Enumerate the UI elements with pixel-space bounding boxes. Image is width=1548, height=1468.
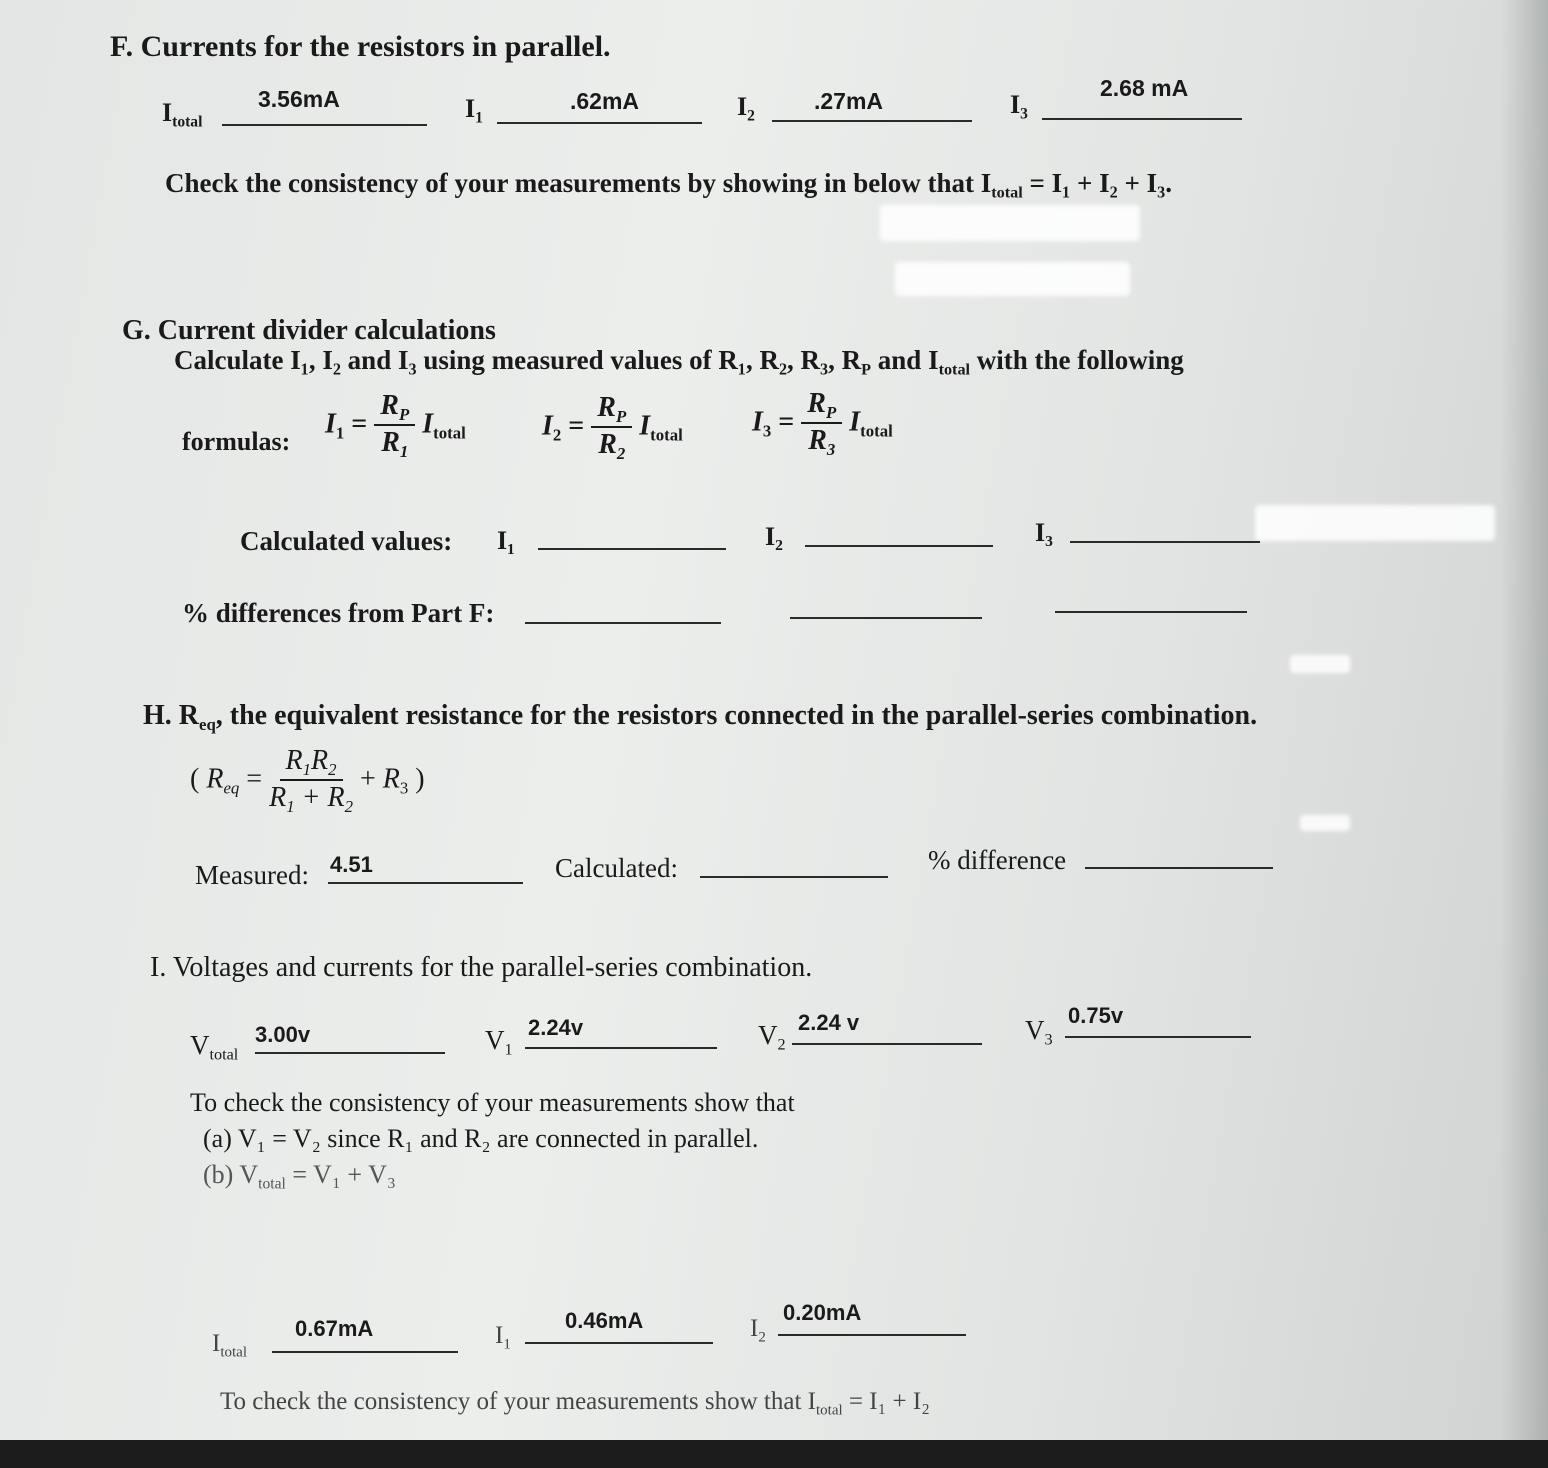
i-i1-blank[interactable] [525,1342,713,1344]
i-i2-label: $I_2$ [750,1315,766,1346]
calc-i2-blank[interactable] [805,545,993,547]
i1-blank[interactable] [497,122,702,124]
part-i-heading: I. Voltages and currents for the parallel-series combination. [150,952,813,983]
itotal-blank[interactable] [222,124,427,126]
i-itotal-value: 0.67mA [295,1316,374,1341]
glare-patch [880,205,1140,241]
part-i-check-b: (b) $V_{total} = V_1 + V_3$ [203,1160,396,1193]
v2-label: $V_2$ [758,1020,786,1054]
i1-label: $I_1$ [465,94,483,127]
v2-blank[interactable] [792,1043,982,1045]
formula-i3: $I_3$ = $\frac{R_P}{R_3}$ $I_{total}$ [752,388,893,460]
vtotal-value: 3.00v [255,1022,311,1047]
calc-i3-blank[interactable] [1070,541,1260,543]
vtotal-label: $V_{total}$ [190,1030,239,1064]
part-i-check-a: (a) V₁ = V₂ since R₁ and R₂ are connected in parallel. [203,1124,759,1153]
calc-i1-label: I₁ [497,526,515,555]
formulas-label: formulas: [182,427,291,456]
formula-i1: $I_1$ = $\frac{R_P}{R_1}$ $I_{total}$ [325,390,466,462]
part-i-check2-text: To check the consistency of your measurements show that $I_{total} = I_1 + I_2$ [220,1388,930,1419]
calculated-values-label: Calculated values: [240,526,453,556]
measured-value: 4.51 [330,852,373,877]
i-i1-value: 0.46mA [565,1308,644,1333]
v1-value: 2.24v [528,1015,584,1040]
v3-blank[interactable] [1065,1036,1251,1038]
pct-diff-i1-blank[interactable] [525,622,721,624]
part-g-intro: Calculate I₁, I₂ and I₃ using measured values of R₁, R₂, R₃, $R_P$ and $I_{total}$ with the following [174,345,1184,379]
part-f-heading: F. Currents for the resistors in parallel. [110,30,611,63]
i3-blank[interactable] [1042,118,1242,120]
pct-diff-label: % differences from Part F: [182,598,495,628]
i-i2-blank[interactable] [778,1334,966,1336]
v1-blank[interactable] [525,1047,717,1049]
i-itotal-blank[interactable] [272,1351,458,1353]
glare-patch [1255,505,1495,541]
glare-patch [1290,655,1350,673]
i-i1-label: $I_1$ [495,1322,511,1353]
measured-blank[interactable] [328,882,523,884]
formula-req: ( $R_{eq}$ = $\frac{R_1R_2}{R_1 + R_2}$ + $R_3$ ) [190,745,425,817]
i2-value: .27mA [814,88,884,114]
formula-i2: $I_2$ = $\frac{R_P}{R_2}$ $I_{total}$ [542,392,683,464]
i2-blank[interactable] [772,120,972,122]
part-h-heading: H. $R_{eq}$, the equivalent resistance for the resistors connected in the parallel-series combination. [143,700,1258,734]
itotal-label: $I_{total}$ [162,98,203,131]
pct-diff-i2-blank[interactable] [790,617,982,619]
glare-patch [895,262,1130,296]
pct-difference-label: % difference [928,845,1067,875]
i-itotal-label: $I_{total}$ [212,1330,247,1361]
calculated-blank[interactable] [700,876,888,878]
glare-patch [1300,815,1350,831]
calc-i2-label: I₂ [765,522,783,551]
v2-value: 2.24 v [798,1010,860,1035]
calc-i1-blank[interactable] [538,548,726,550]
i3-value: 2.68 mA [1100,75,1189,101]
measured-label: Measured: [195,860,309,890]
monitor-bezel [0,1440,1548,1468]
itotal-value: 3.56mA [258,86,340,112]
v3-label: $V_3$ [1025,1015,1053,1049]
i2-label: $I_2$ [737,92,755,125]
pct-difference-blank[interactable] [1085,867,1273,869]
i1-value: .62mA [570,88,640,114]
part-f-check-text: Check the consistency of your measurements by showing in below that $I_{total} = I_1 + I_2 + I_3$. [165,168,1172,202]
monitor-edge [1500,0,1548,1468]
pct-diff-i3-blank[interactable] [1055,611,1247,613]
i3-label: $I_3$ [1010,90,1028,123]
i-i2-value: 0.20mA [783,1300,862,1325]
part-g-heading: G. Current divider calculations [122,315,496,346]
v3-value: 0.75v [1068,1003,1124,1028]
part-i-check-intro: To check the consistency of your measurements show that [190,1088,795,1117]
vtotal-blank[interactable] [255,1052,445,1054]
calc-i3-label: I₃ [1035,518,1053,547]
calculated-label: Calculated: [555,853,678,883]
v1-label: $V_1$ [485,1025,513,1059]
